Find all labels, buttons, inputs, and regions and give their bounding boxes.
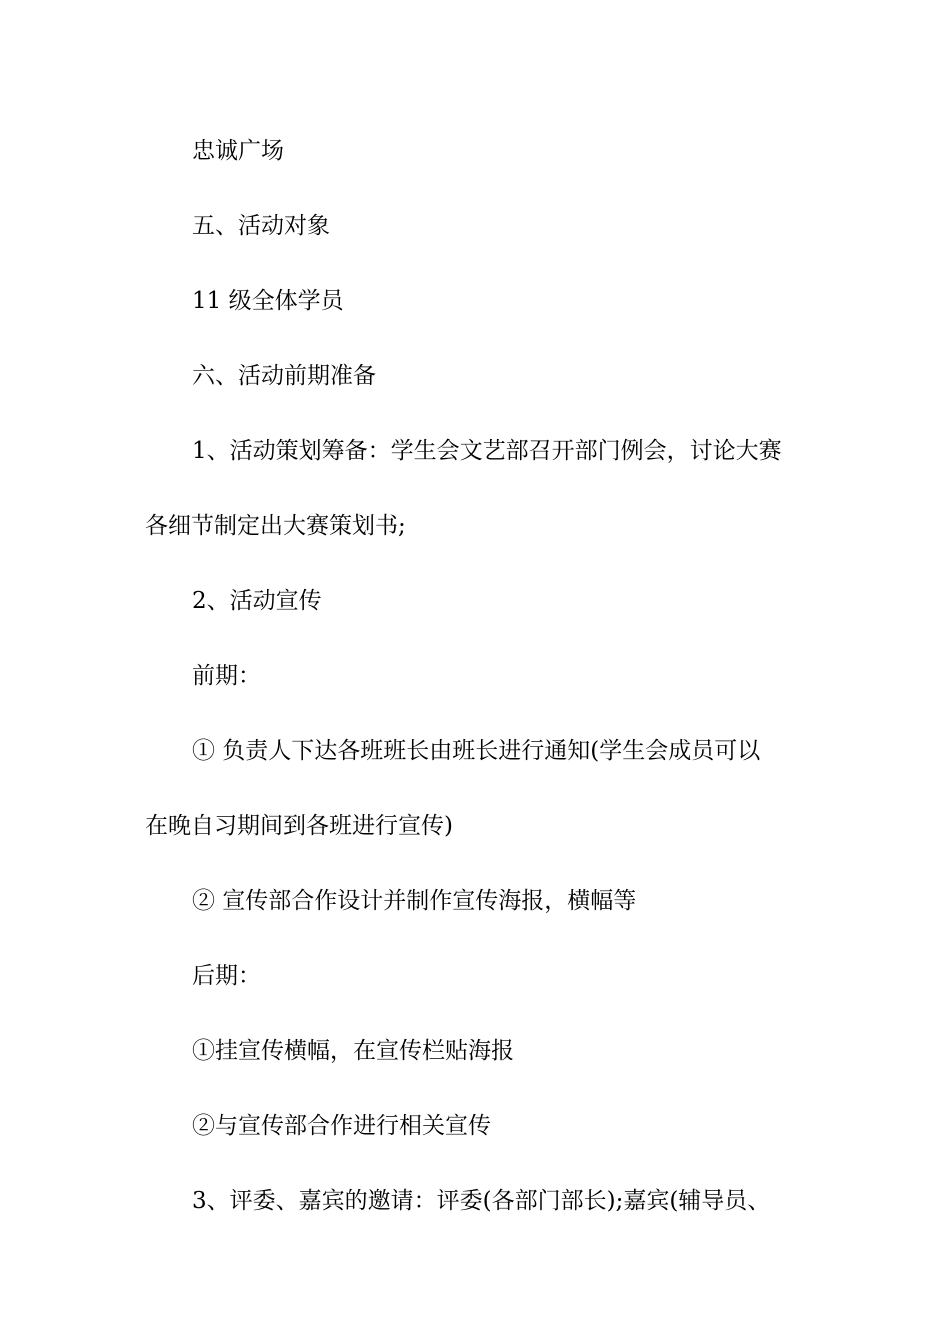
paragraph-planning: 1、活动策划筹备：学生会文艺部召开部门例会，讨论大赛 bbox=[192, 438, 782, 464]
list-item-notify-classes-continued: 在晚自习期间到各班进行宣传) bbox=[145, 813, 453, 839]
audience-line: 11 级全体学员 bbox=[192, 288, 344, 314]
subheading-promotion: 2、活动宣传 bbox=[192, 588, 322, 614]
section-heading-preparation: 六、活动前期准备 bbox=[192, 363, 376, 389]
label-early-stage: 前期： bbox=[192, 663, 261, 689]
list-item-posters-banners: ② 宣传部合作设计并制作宣传海报，横幅等 bbox=[192, 888, 637, 914]
list-item-notify-classes: ① 负责人下达各班班长由班长进行通知(学生会成员可以 bbox=[192, 738, 761, 764]
list-item-hang-banners: ①挂宣传横幅，在宣传栏贴海报 bbox=[192, 1038, 514, 1064]
section-heading-audience: 五、活动对象 bbox=[192, 213, 330, 239]
venue-line: 忠诚广场 bbox=[192, 138, 284, 164]
list-item-joint-promotion: ②与宣传部合作进行相关宣传 bbox=[192, 1113, 491, 1139]
paragraph-planning-continued: 各细节制定出大赛策划书; bbox=[145, 513, 406, 539]
label-late-stage: 后期： bbox=[192, 963, 261, 989]
paragraph-judges-guests: 3、评委、嘉宾的邀请：评委(各部门部长);嘉宾(辅导员、 bbox=[192, 1188, 771, 1214]
